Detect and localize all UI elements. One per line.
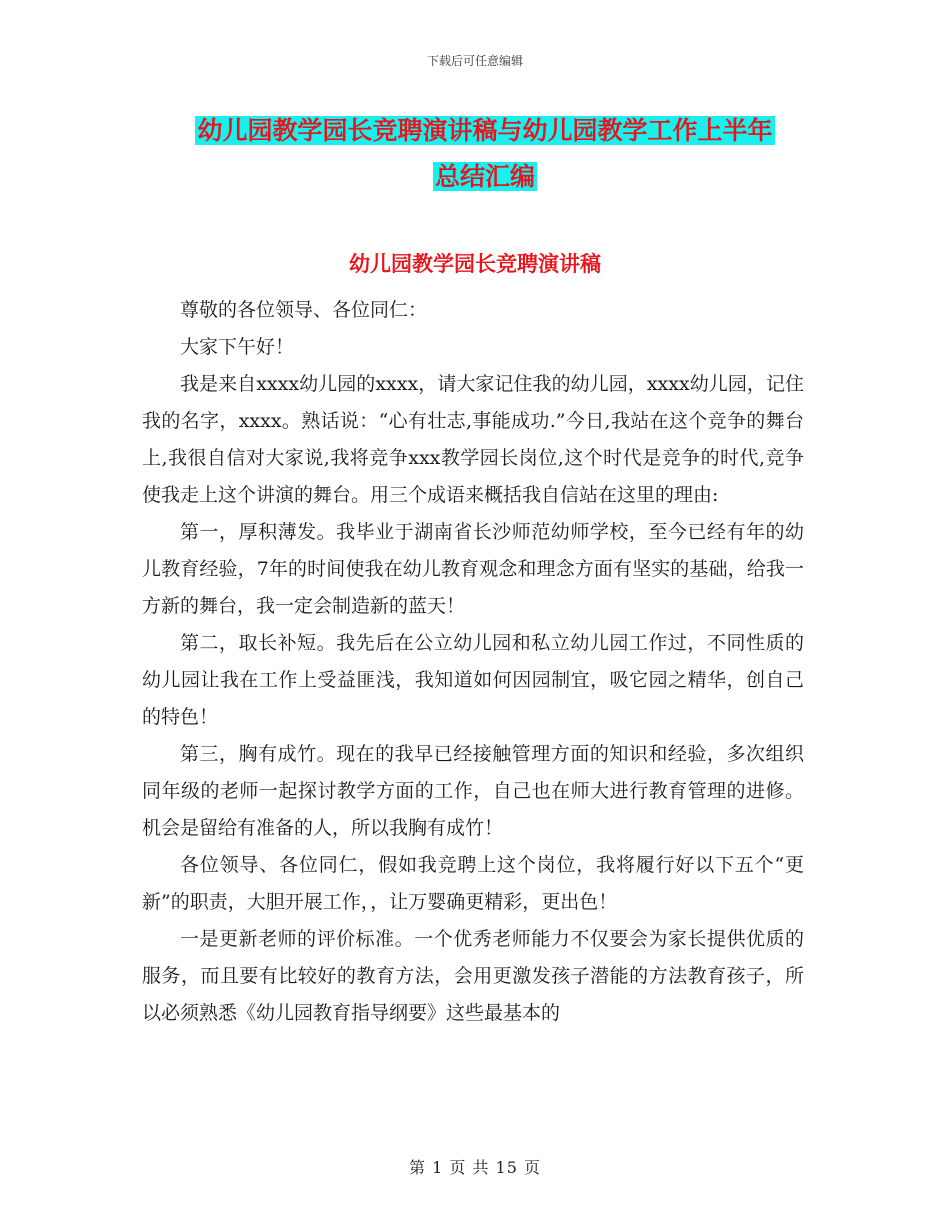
paragraph-duties: 各位领导、各位同仁，假如我竞聘上这个岗位，我将履行好以下五个“更新”的职责，大胆开展工作，，让万婴确更精彩，更出色！ — [142, 854, 804, 913]
paragraph-point-three: 第三，胸有成竹。现在的我早已经接触管理方面的知识和经验，多次组织同年级的老师一起探讨教学方面的工作，自己也在师大进行教育管理的进修。机会是留给有准备的人，所以我胸有成竹！ — [142, 743, 804, 839]
paragraph-salutation: 尊敬的各位领导、各位同仁： — [180, 299, 428, 321]
document-title — [150, 108, 820, 200]
header-note: 下载后可任意编辑 — [426, 54, 523, 68]
paragraph-greeting: 大家下午好！ — [180, 336, 295, 358]
paragraph-duty-one: 一是更新老师的评价标准。一个优秀老师能力不仅要会为家长提供优质的服务，而且要有比较好的教育方法，会用更激发孩子潜能的方法教育孩子，所以必须熟悉《幼儿园教育指导纲要》这些最基本的 — [142, 928, 804, 1024]
paragraph-introduction: 我是来自xxxx幼儿园的xxxx，请大家记住我的幼儿园，xxxx幼儿园，记住我的名字，xxxx。熟话说：“心有壮志,事能成功.”今日,我站在这个竞争的舞台上,我很自信对大家说,我将竞争xxx教学园长岗位,这个时代是竞争的时代,竞争使我走上这个讲演的舞台。用三个成语来概括我自信站在这里的理由: — [142, 373, 804, 506]
section-title: 幼儿园教学园长竞聘演讲稿 — [349, 252, 601, 276]
document-title-line-2: 总结汇编 — [434, 162, 535, 191]
document-title-line-1: 幼儿园教学园长竞聘演讲稿与幼儿园教学工作上半年 — [197, 116, 773, 145]
page-number-footer: 第 1 页 共 15 页 — [409, 1158, 541, 1177]
paragraph-point-one: 第一，厚积薄发。我毕业于湖南省长沙师范幼师学校，至今已经有年的幼儿教育经验，7年的时间使我在幼儿教育观念和理念方面有坚实的基础，给我一方新的舞台，我一定会制造新的蓝天！ — [142, 521, 804, 617]
paragraph-point-two: 第二，取长补短。我先后在公立幼儿园和私立幼儿园工作过，不同性质的幼儿园让我在工作上受益匪浅，我知道如何因园制宜，吸它园之精华，创自己的特色！ — [142, 632, 804, 728]
document-body — [142, 292, 804, 1032]
